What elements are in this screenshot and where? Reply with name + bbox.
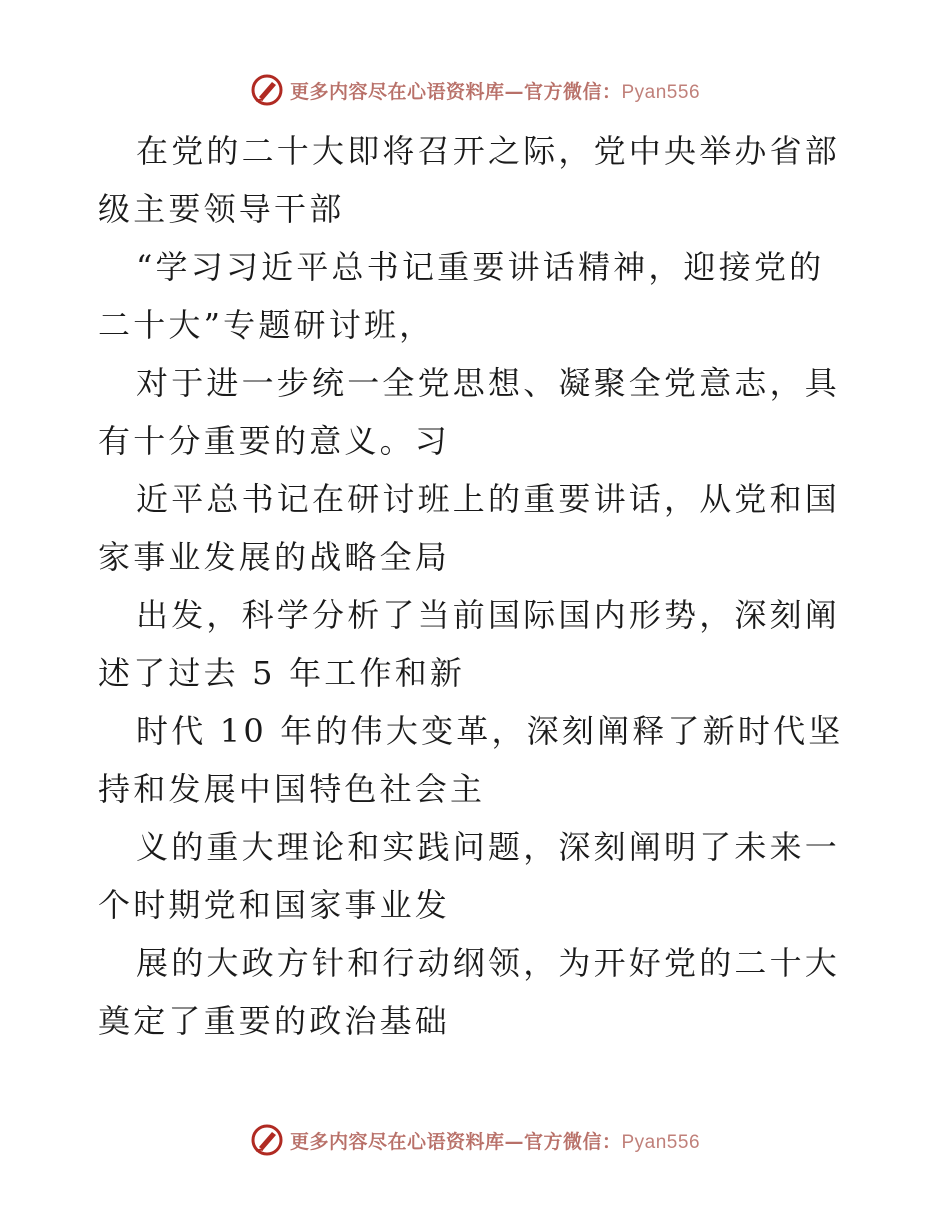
paragraph-6: 时代 10 年的伟大变革，深刻阐释了新时代坚持和发展中国特色社会主	[98, 712, 844, 808]
paragraph-4: 近平总书记在研讨班上的重要讲话，从党和国家事业发展的战略全局	[98, 480, 841, 576]
document-body	[98, 122, 858, 1050]
paragraph-3: 对于进一步统一全党思想、凝聚全党意志，具有十分重要的意义。习	[98, 364, 841, 460]
paragraph-2: “学习习近平总书记重要讲话精神，迎接党的二十大”专题研讨班，	[98, 248, 825, 344]
footer-wechat-id: Pyan556	[621, 1131, 701, 1153]
header-wechat-id: Pyan556	[621, 81, 701, 103]
quill-seal-logo-icon	[250, 1123, 284, 1157]
header-banner	[0, 70, 950, 110]
footer-banner	[0, 1120, 950, 1160]
paragraph-7: 义的重大理论和实践问题，深刻阐明了未来一个时期党和国家事业发	[98, 828, 841, 924]
paragraph-8: 展的大政方针和行动纲领，为开好党的二十大奠定了重要的政治基础	[98, 944, 841, 1040]
paragraph-1: 在党的二十大即将召开之际，党中央举办省部级主要领导干部	[98, 132, 841, 228]
footer-brand-text: 更多内容尽在心语资料库—官方微信：Pyan556	[289, 1130, 701, 1153]
quill-seal-logo-icon	[250, 73, 284, 107]
paragraph-5: 出发，科学分析了当前国际国内形势，深刻阐述了过去 5 年工作和新	[98, 596, 841, 692]
header-brand-text: 更多内容尽在心语资料库—官方微信：Pyan556	[289, 80, 701, 103]
